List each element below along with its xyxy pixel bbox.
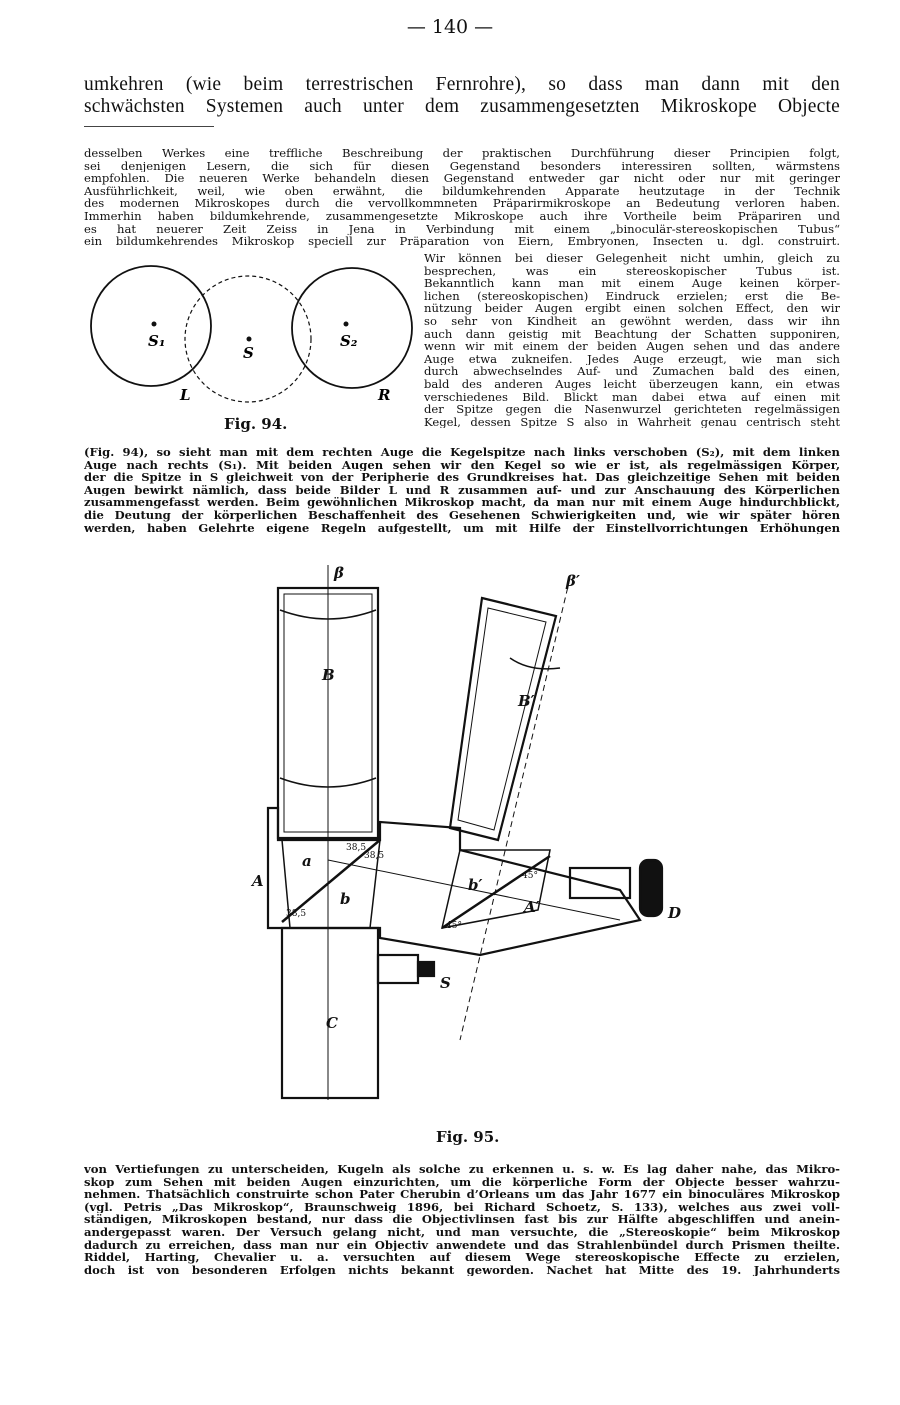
side-line: wenn wir mit einem der beiden Augen sehen und das andere: [424, 340, 840, 353]
fig95-diagram: [220, 560, 700, 1120]
label-s1: S₁: [148, 332, 166, 350]
bottom-line: (vgl. Petris „Das Mikroskop“, Braunschweig 1896, bei Richard Schoetz, S. 133), welches aus zwei voll-: [84, 1200, 840, 1214]
label-b: B: [322, 666, 335, 684]
footnote-line: Immerhin haben bildumkehrende, zusammengesetzte Mikroskope auch ihre Vortheile beim Präpariren und: [84, 209, 840, 223]
knob-d-body: [570, 868, 630, 898]
bottom-line: ständigen, Mikroskopen bestand, nur dass die Objectivlinsen fast bis zur Hälfte abgeschliffen und anein-: [84, 1213, 840, 1226]
footnote-line: sei denjenigen Lesern, die sich für diesen Gegenstand besonders interessiren sollten, wärmstens: [84, 159, 840, 173]
label-s2: S₂: [340, 332, 358, 350]
paragraph-line: die Deutung der körperlichen Beschaffenheit des Gesehenen Schwierigkeiten und, wie wir später hören: [84, 508, 840, 522]
side-line: so sehr von Kindheit an gewöhnt werden, dass wir ihn: [424, 314, 840, 328]
label-r: R: [378, 386, 391, 404]
label-b-small: b: [340, 890, 351, 908]
bottom-line: Riddel, Harting, Chevalier u. a. versuchten auf diesem Wege stereoskopische Effecte zu erzielen,: [84, 1251, 840, 1264]
paragraph-block: [84, 446, 840, 534]
angle-label-5: 45°: [446, 921, 462, 931]
label-b-prime-small: b′: [468, 876, 483, 894]
tube-b-prime-inner: [458, 608, 546, 830]
lead-line-2: schwächsten Systemen auch unter dem zusammengesetzten Mikroskope Objecte: [84, 96, 840, 117]
angle-label-2: 38,5: [364, 851, 385, 861]
side-line: bald des anderen Auges leicht überzeugen kann, ein etwas: [424, 377, 840, 391]
label-d: D: [668, 904, 682, 922]
axis-beta-prime: [460, 578, 570, 1040]
knob-s-body: [378, 955, 418, 983]
label-s: S: [440, 974, 451, 992]
side-line: nützung beider Augen ergibt einen solchen Effect, den wir: [424, 302, 840, 315]
paragraph-line: Augen bewirkt nämlich, dass beide Bilder L und R zusammen auf- und zur Anschauung des Körperlichen: [84, 483, 840, 497]
knob-d: [640, 860, 662, 916]
footnote-line: desselben Werkes eine treffliche Beschreibung der praktischen Durchführung dieser Principien folgt,: [84, 147, 840, 160]
label-a-prime: A′: [524, 898, 540, 916]
right-circle: [292, 268, 412, 388]
paragraph-line: Auge nach rechts (S₁). Mit beiden Augen sehen wir den Kegel so wie er ist, als regelmässigen Körper,: [84, 458, 840, 472]
label-c: C: [326, 1014, 338, 1032]
angle-label-3: 38,5: [286, 909, 307, 919]
footnote-line: empfohlen. Die neueren Werke behandeln diesen Gegenstand entweder gar nicht oder nur mit geringer: [84, 172, 840, 185]
point-s2: [344, 322, 349, 327]
footnote-block: [84, 147, 840, 248]
label-a: A: [252, 872, 264, 890]
side-text-block: [424, 252, 840, 428]
side-line: durch abwechselndes Auf- und Zumachen bald des einen,: [424, 365, 840, 378]
bottom-line: andergepasst waren. Der Versuch gelang nicht, und man versuchte, die „Stereoskopie“ beim Mikroskop: [84, 1225, 840, 1239]
bottom-line: doch ist von besonderen Erfolgen nichts bekannt geworden. Nachet hat Mitte des 19. Jahrhunderts: [84, 1263, 840, 1277]
fig95-caption: Fig. 95.: [436, 1128, 500, 1146]
label-beta: β: [334, 564, 344, 582]
page-number: — 140 —: [406, 16, 494, 38]
side-line: der Spitze gegen die Nasenwurzel gerichteten regelmässigen: [424, 403, 840, 416]
fig94-caption: Fig. 94.: [224, 415, 288, 433]
bottom-line: nehmen. Thatsächlich construirte schon Pater Cherubin d’Orleans um das Jahr 1677 ein binoculäres Mikroskop: [84, 1188, 840, 1201]
point-s1: [152, 322, 157, 327]
paragraph-line: der die Spitze in S gleichweit von der Peripherie des Grundkreises hat. Das gleichzeitige Sehen mit beiden: [84, 471, 840, 484]
footnote-line: Ausführlichkeit, weil, wie oben erwähnt, die bildumkehrenden Apparate heutzutage in der Technik: [84, 184, 840, 198]
angle-label-4: 45°: [522, 871, 538, 881]
bottom-line: dadurch zu erreichen, dass man nur ein Objectiv anwendete und das Strahlenbündel durch Prismen theilte.: [84, 1238, 840, 1252]
side-line: Wir können bei dieser Gelegenheit nicht umhin, gleich zu: [424, 252, 840, 265]
label-s: S: [243, 344, 254, 362]
tube-c: [282, 928, 378, 1098]
bottom-line: von Vertiefungen zu unterscheiden, Kugeln als solche zu erkennen u. s. w. Es lag daher nahe, das Mikro-: [84, 1163, 840, 1176]
lens-b-prime: [510, 658, 560, 669]
fig94-diagram: [84, 262, 414, 412]
paragraph-line: zusammengefasst werden. Beim gewöhnlichen Mikroskop macht, da man nur mit einem Auge hindurchblickt,: [84, 496, 840, 509]
angle-label-1: 38,5: [346, 843, 367, 853]
side-line: lichen (stereoskopischen) Eindruck erzielen; erst die Be-: [424, 289, 840, 303]
paragraph-line: werden, haben Gelehrte eigene Regeln aufgestellt, um mit Hilfe der Einstellvorrichtungen Erhöhungen: [84, 521, 840, 535]
paragraph-line: (Fig. 94), so sieht man mit dem rechten Auge die Kegelspitze nach links verschoben (S₂), mit dem linken: [84, 446, 840, 459]
lead-line-1: umkehren (wie beim terrestrischen Fernrohre), so dass man dann mit den: [84, 74, 840, 95]
left-circle: [91, 266, 211, 386]
label-b-prime: B′: [518, 692, 535, 710]
footnote-rule: [84, 126, 214, 127]
bottom-paragraph-block: [84, 1163, 840, 1276]
side-line: verschiedenes Bild. Blickt man dabei etwa auf einen mit: [424, 390, 840, 404]
knob-s: [418, 962, 434, 976]
label-a-small: a: [302, 852, 312, 870]
side-line: Kegel, dessen Spitze S also in Wahrheit genau centrisch steht: [424, 415, 840, 429]
side-line: Bekanntlich kann man mit einem Auge keinen körper-: [424, 277, 840, 290]
point-s: [247, 337, 252, 342]
side-line: besprechen, was ein stereoskopischer Tubus ist.: [424, 264, 840, 278]
tube-b-prime: [450, 598, 556, 840]
bottom-line: skop zum Sehen mit beiden Augen einzurichten, um die körperliche Form der Objecte besser wahrzu-: [84, 1175, 840, 1189]
footnote-line: ein bildumkehrendes Mikroskop speciell zur Präparation von Eiern, Embryonen, Insecten u. dgl. construirt.: [84, 235, 840, 248]
label-beta-prime: β′: [566, 572, 580, 590]
footnote-line: es hat neuerer Zeit Zeiss in Jena in Verbindung mit einem „binoculär-stereoskopischen Tubus“: [84, 222, 840, 236]
footnote-line: des modernen Mikroskopes durch die vervollkommneten Präparirmikroskope an Bedeutung verloren haben.: [84, 197, 840, 210]
side-line: auch dann geistig mit Beachtung der Schatten supponiren,: [424, 327, 840, 341]
side-line: Auge etwa zukneifen. Jedes Auge erzeugt, wie man sich: [424, 352, 840, 366]
label-l: L: [180, 386, 191, 404]
